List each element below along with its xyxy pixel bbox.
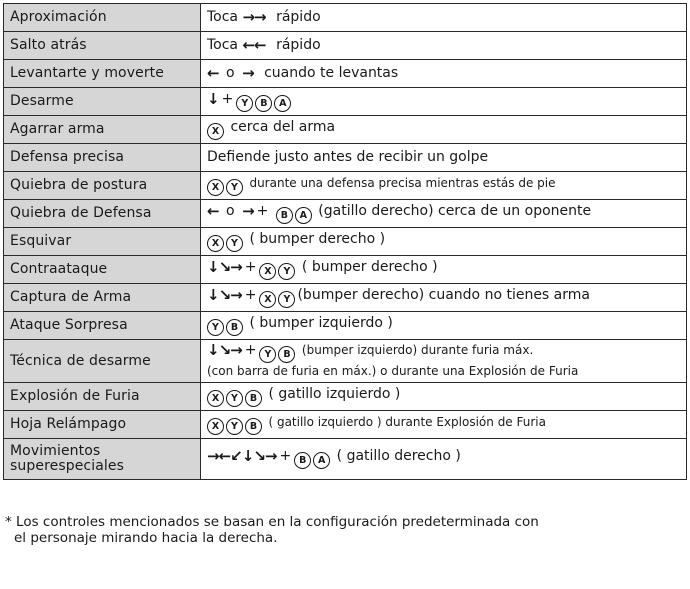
right-arrow-icon: →	[264, 447, 277, 465]
move-input	[201, 4, 687, 32]
move-input	[201, 256, 687, 284]
left-arrow-icon: ←	[207, 64, 219, 82]
x-button-icon: X	[259, 263, 276, 280]
plus-sign: +	[244, 258, 257, 275]
down-left-arrow-icon: ↙	[230, 447, 242, 465]
table-row	[4, 411, 687, 439]
table-row	[4, 144, 687, 172]
input-text: cerca del arma	[230, 118, 336, 135]
b-button-icon: B	[255, 95, 272, 112]
move-name: Defensa precisa	[4, 144, 201, 172]
move-name: Hoja Relámpago	[4, 411, 201, 439]
down-arrow-icon: ↓	[207, 285, 219, 304]
move-input	[201, 312, 687, 340]
b-button-icon: B	[245, 418, 262, 435]
right-arrow-icon: →	[242, 8, 255, 26]
move-input	[201, 88, 687, 116]
move-input	[201, 116, 687, 144]
x-button-icon: X	[207, 418, 224, 435]
y-button-icon: Y	[226, 235, 243, 252]
b-button-icon: B	[245, 390, 262, 407]
y-button-icon: Y	[236, 95, 253, 112]
table-row	[4, 88, 687, 116]
table-row	[4, 340, 687, 383]
input-text: rápido	[276, 9, 321, 25]
move-input	[201, 32, 687, 60]
move-input	[201, 200, 687, 228]
left-arrow-icon: ←	[207, 201, 219, 220]
move-input	[201, 383, 687, 411]
y-button-icon: Y	[226, 390, 243, 407]
plus-sign: +	[221, 90, 234, 107]
input-prefix: Toca	[207, 9, 239, 25]
footnote-line-2: el personaje mirando hacia la derecha.	[14, 530, 278, 546]
right-arrow-icon: →	[230, 257, 242, 276]
x-button-icon: X	[207, 123, 224, 140]
x-button-icon: X	[207, 179, 224, 196]
b-button-icon: B	[278, 346, 295, 363]
move-input	[201, 60, 687, 88]
table-row	[4, 383, 687, 411]
y-button-icon: Y	[278, 291, 295, 308]
move-name: Salto atrás	[4, 32, 201, 60]
a-button-icon: A	[274, 95, 291, 112]
footnote	[5, 514, 685, 546]
move-name: Contraataque	[4, 256, 201, 284]
input-text: ( gatillo izquierdo )	[268, 385, 401, 402]
left-arrow-icon: ←	[242, 36, 255, 54]
plus-sign: +	[244, 286, 257, 303]
left-arrow-icon: ←	[218, 447, 231, 465]
down-arrow-icon: ↓	[207, 341, 219, 359]
table-row	[4, 4, 687, 32]
table-row	[4, 256, 687, 284]
move-input	[201, 439, 687, 480]
table-row	[4, 312, 687, 340]
move-name-text: Movimientos superespeciales	[10, 443, 124, 474]
move-input	[201, 172, 687, 200]
move-name: Agarrar arma	[4, 116, 201, 144]
move-name: Esquivar	[4, 228, 201, 256]
y-button-icon: Y	[278, 263, 295, 280]
a-button-icon: A	[313, 452, 330, 469]
table-row	[4, 32, 687, 60]
move-name	[4, 439, 201, 480]
right-arrow-icon: →	[242, 64, 254, 82]
input-text: (gatillo derecho) cerca de un oponente	[318, 202, 592, 219]
footnote-line-1: * Los controles mencionados se basan en la configuración predeterminada con	[5, 514, 539, 530]
move-name: Quiebra de postura	[4, 172, 201, 200]
table-row	[4, 200, 687, 228]
move-name: Aproximación	[4, 4, 201, 32]
input-text: cuando te levantas	[264, 65, 399, 81]
down-right-arrow-icon: ↘	[218, 257, 231, 276]
input-text-2: (con barra de furia en máx.) o durante una Explosión de Furia	[207, 364, 579, 378]
left-arrow-icon: ←	[254, 36, 266, 54]
input-text: ( bumper derecho )	[249, 230, 386, 247]
input-text: ( gatillo izquierdo ) durante Explosión de Furia	[268, 414, 546, 429]
right-arrow-icon: →	[230, 285, 242, 304]
input-text: (bumper derecho) cuando no tienes arma	[297, 286, 590, 303]
down-right-arrow-icon: ↘	[218, 341, 231, 359]
x-button-icon: X	[207, 235, 224, 252]
down-right-arrow-icon: ↘	[253, 447, 265, 465]
move-name: Explosión de Furia	[4, 383, 201, 411]
right-arrow-icon: →	[242, 201, 254, 220]
move-input	[201, 340, 687, 383]
b-button-icon: B	[294, 452, 311, 469]
table-row	[4, 60, 687, 88]
controls-table	[3, 3, 687, 480]
table-row	[4, 284, 687, 312]
table-row	[4, 116, 687, 144]
table-row	[4, 228, 687, 256]
right-arrow-icon: →	[207, 447, 219, 465]
plus-sign: +	[279, 448, 292, 464]
input-text: ( gatillo derecho )	[336, 448, 461, 464]
b-button-icon: B	[276, 207, 293, 224]
table-row	[4, 172, 687, 200]
move-name: Ataque Sorpresa	[4, 312, 201, 340]
right-arrow-icon: →	[254, 8, 266, 26]
right-arrow-icon: →	[230, 341, 242, 359]
move-name: Captura de Arma	[4, 284, 201, 312]
y-button-icon: Y	[207, 319, 224, 336]
down-arrow-icon: ↓	[241, 447, 254, 465]
down-arrow-icon: ↓	[207, 89, 219, 108]
input-text: ( bumper derecho )	[301, 258, 438, 275]
a-button-icon: A	[295, 207, 312, 224]
y-button-icon: Y	[226, 418, 243, 435]
x-button-icon: X	[259, 291, 276, 308]
b-button-icon: B	[226, 319, 243, 336]
x-button-icon: X	[207, 390, 224, 407]
move-name: Desarme	[4, 88, 201, 116]
or-text: o	[226, 65, 235, 81]
y-button-icon: Y	[259, 346, 276, 363]
input-text: durante una defensa precisa mientras estás de pie	[249, 175, 556, 190]
move-input	[201, 284, 687, 312]
input-text: rápido	[276, 37, 321, 53]
down-right-arrow-icon: ↘	[218, 285, 231, 304]
input-prefix: Toca	[207, 37, 239, 53]
input-text: ( bumper izquierdo )	[249, 314, 393, 331]
move-name: Técnica de desarme	[4, 340, 201, 383]
input-text: Defiende justo antes de recibir un golpe	[207, 149, 489, 165]
table-row	[4, 439, 687, 480]
input-text: (bumper izquierdo) durante furia máx.	[301, 343, 534, 357]
move-input	[201, 144, 687, 172]
y-button-icon: Y	[226, 179, 243, 196]
move-name: Levantarte y moverte	[4, 60, 201, 88]
plus-sign: +	[244, 342, 257, 358]
move-name: Quiebra de Defensa	[4, 200, 201, 228]
down-arrow-icon: ↓	[207, 257, 219, 276]
or-text: o	[226, 202, 235, 219]
plus-sign: +	[256, 202, 269, 219]
move-input	[201, 228, 687, 256]
move-input	[201, 411, 687, 439]
